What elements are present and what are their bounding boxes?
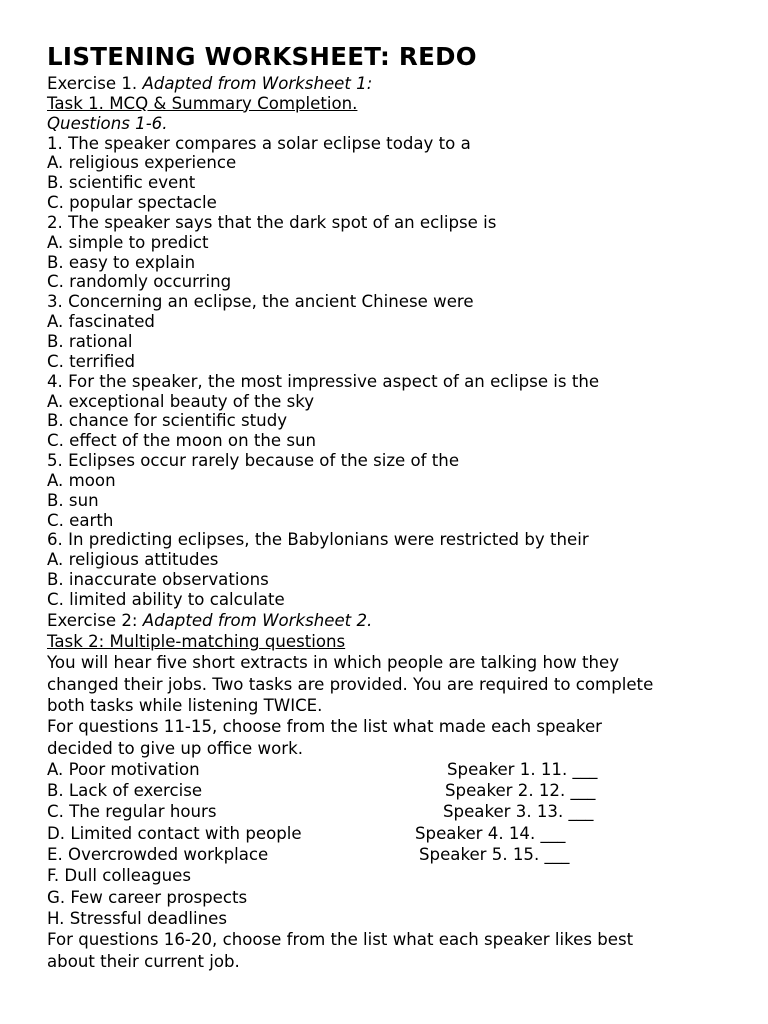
- instruction-line: changed their jobs. Two tasks are provided. You are required to complete: [47, 674, 654, 694]
- answer-option: A. religious experience: [47, 153, 237, 173]
- matching-list: [47, 759, 747, 865]
- question-stem: 1. The speaker compares a solar eclipse today to a: [47, 133, 471, 153]
- answer-option: A. simple to predict: [47, 232, 209, 252]
- exercise-1-label: Exercise 1.: [47, 74, 143, 93]
- matching-row: [47, 759, 747, 780]
- matching-row: [47, 823, 747, 844]
- worksheet-page: [47, 40, 747, 972]
- speaker-answer-blank: Speaker 2. 12. ___: [445, 781, 596, 801]
- matching-option: A. Poor motivation: [47, 759, 200, 779]
- question-stem: 6. In predicting eclipses, the Babylonians were restricted by their: [47, 530, 589, 550]
- answer-option: C. effect of the moon on the sun: [47, 431, 317, 451]
- answer-option: A. exceptional beauty of the sky: [47, 391, 315, 411]
- matching-option: G. Few career prospects: [47, 887, 248, 907]
- question-stem: 2. The speaker says that the dark spot of an eclipse is: [47, 212, 497, 232]
- question-stem: 3. Concerning an eclipse, the ancient Chinese were: [47, 292, 474, 312]
- matching-row: [47, 780, 747, 801]
- instruction-line: For questions 11-15, choose from the list what made each speaker: [47, 717, 602, 737]
- exercise-2-heading: [47, 610, 747, 631]
- answer-option: C. terrified: [47, 351, 136, 371]
- instruction-line: You will hear five short extracts in which people are talking how they: [47, 653, 620, 673]
- matching-option: F. Dull colleagues: [47, 866, 191, 886]
- speaker-answer-blank: Speaker 3. 13. ___: [443, 802, 594, 822]
- extra-options-list: [47, 865, 747, 929]
- mcq-question-list: [47, 134, 747, 610]
- task-2-instructions: [47, 652, 747, 758]
- exercise-2-source: Adapted from Worksheet 2.: [142, 610, 373, 630]
- instruction-line: about their current job.: [47, 951, 240, 971]
- exercise-2: [47, 610, 747, 972]
- answer-option: A. fascinated: [47, 312, 155, 332]
- answer-option: B. inaccurate observations: [47, 570, 269, 590]
- matching-option: H. Stressful deadlines: [47, 908, 228, 928]
- exercise-1-source: Adapted from Worksheet 1:: [142, 74, 373, 93]
- matching-option: C. The regular hours: [47, 802, 217, 822]
- question-stem: 5. Eclipses occur rarely because of the size of the: [47, 451, 460, 471]
- answer-option: C. popular spectacle: [47, 193, 217, 213]
- answer-option: B. chance for scientific study: [47, 411, 288, 431]
- answer-option: C. earth: [47, 510, 114, 530]
- answer-option: B. easy to explain: [47, 252, 196, 272]
- answer-option: A. religious attitudes: [47, 550, 219, 570]
- matching-option: E. Overcrowded workplace: [47, 845, 269, 865]
- answer-option: B. scientific event: [47, 173, 196, 193]
- matching-row: [47, 844, 747, 865]
- speaker-answer-blank: Speaker 5. 15. ___: [419, 845, 570, 865]
- instruction-line: both tasks while listening TWICE.: [47, 695, 323, 715]
- instruction-line: decided to give up office work.: [47, 738, 303, 758]
- exercise-1-heading: [47, 74, 747, 94]
- question-stem: 4. For the speaker, the most impressive aspect of an eclipse is the: [47, 371, 600, 391]
- matching-option: D. Limited contact with people: [47, 823, 302, 843]
- answer-option: C. limited ability to calculate: [47, 589, 285, 609]
- answer-option: C. randomly occurring: [47, 272, 232, 292]
- task-2-heading: Task 2: Multiple-matching questions: [47, 632, 346, 652]
- answer-option: A. moon: [47, 470, 116, 490]
- questions-range: Questions 1-6.: [47, 113, 168, 133]
- matching-row: [47, 801, 747, 822]
- exercise-1: [47, 74, 747, 610]
- answer-option: B. rational: [47, 331, 133, 351]
- exercise-2-label: Exercise 2:: [47, 610, 143, 630]
- speaker-answer-blank: Speaker 1. 11. ___: [447, 759, 598, 779]
- worksheet-title: LISTENING WORKSHEET: REDO: [47, 42, 477, 71]
- instruction-line: For questions 16-20, choose from the list what each speaker likes best: [47, 930, 634, 950]
- speaker-answer-blank: Speaker 4. 14. ___: [415, 823, 566, 843]
- closing-instructions: [47, 929, 747, 972]
- answer-option: B. sun: [47, 490, 99, 510]
- matching-option: B. Lack of exercise: [47, 781, 203, 801]
- task-1-heading: Task 1. MCQ & Summary Completion.: [47, 93, 358, 113]
